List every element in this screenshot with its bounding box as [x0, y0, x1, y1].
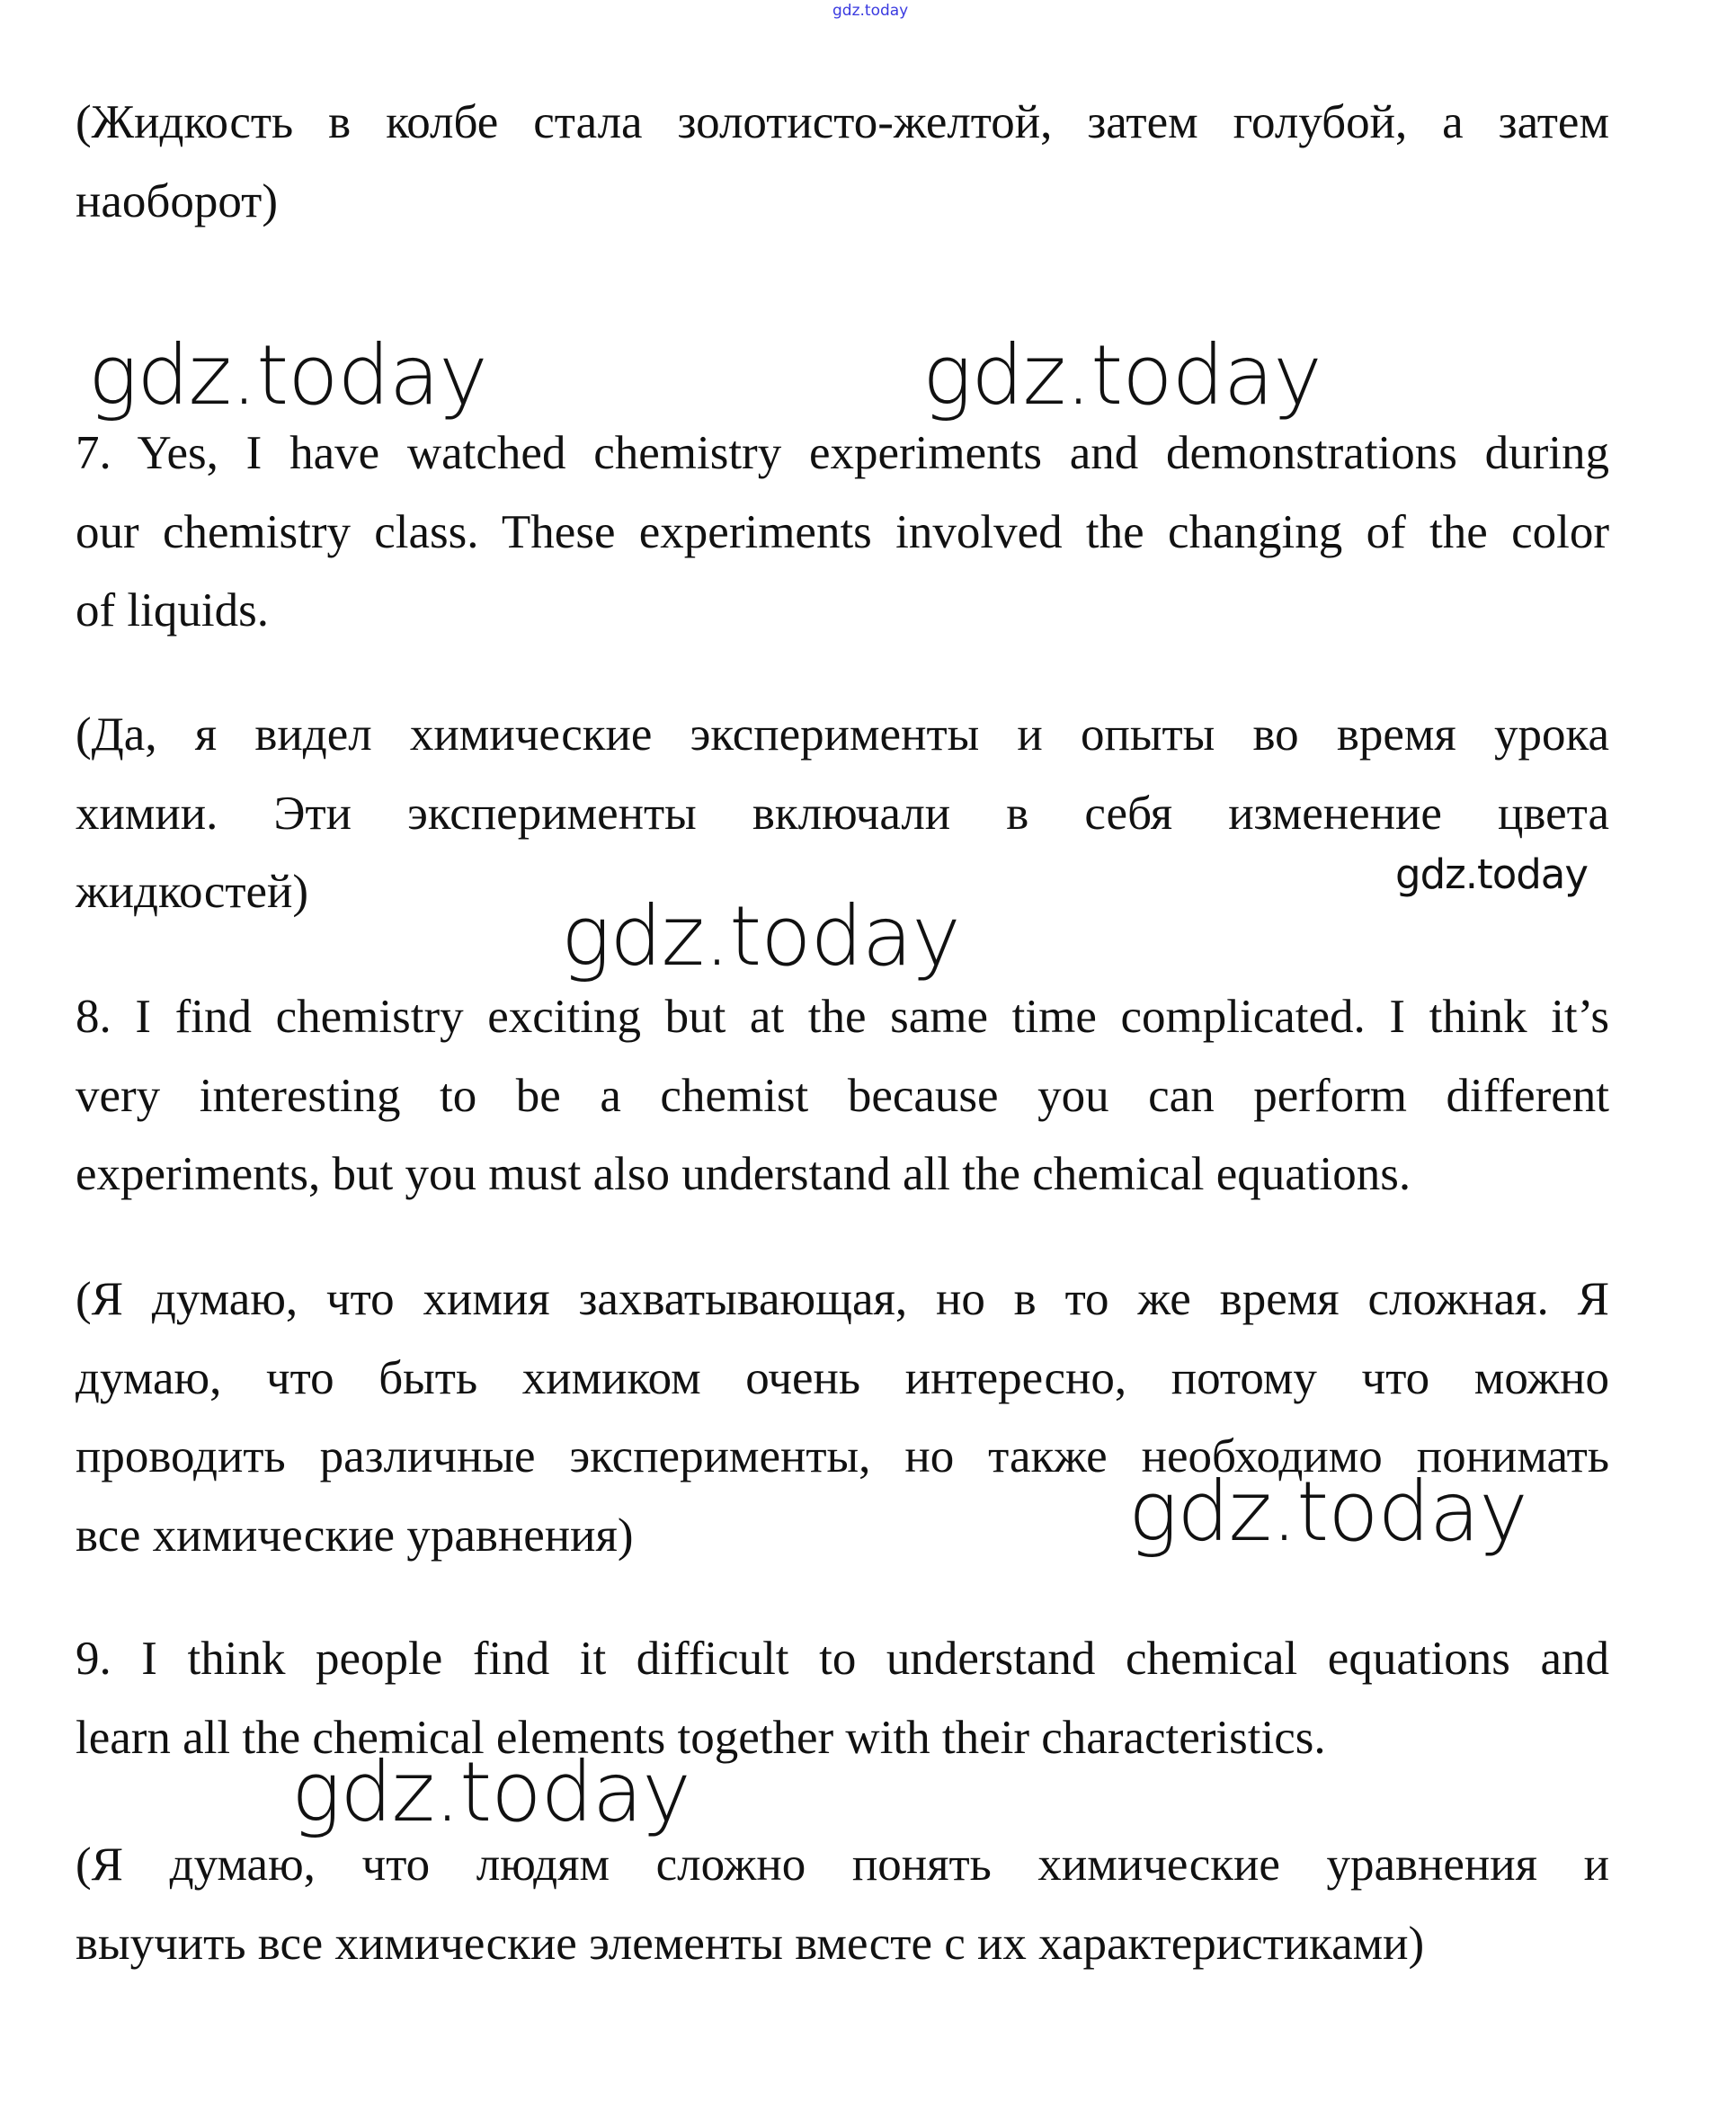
text-line: наоборот)	[76, 174, 278, 227]
text-line: проводить различные эксперименты, но также необходимо понимать	[76, 1430, 1609, 1483]
text-line: very interesting to be a chemist because you can perform different	[76, 1069, 1609, 1122]
text-line: 7. Yes, I have watched chemistry experiments and demonstrations during	[76, 427, 1609, 479]
watermark: gdz.today	[561, 888, 960, 984]
watermark: gdz.today	[291, 1744, 690, 1840]
text-line: (Я думаю, что людям сложно понять химические уравнения и	[76, 1838, 1609, 1891]
text-line: выучить все химические элементы вместе с их характеристиками)	[76, 1917, 1425, 1970]
text-line: learn all the chemical elements together with their characteristics.	[76, 1711, 1326, 1764]
text-line: думаю, что быть химиком очень интересно, потому что можно	[76, 1351, 1609, 1404]
text-line: химии. Эти эксперименты включали в себя изменение цвета	[76, 787, 1609, 840]
text-line: все химические уравнения)	[76, 1509, 634, 1562]
text-line: our chemistry class. These experiments involved the changing of the color	[76, 505, 1609, 558]
watermark: gdz.today	[88, 327, 487, 423]
text-line: (Я думаю, что химия захватывающая, но в то же время сложная. Я	[76, 1273, 1609, 1325]
text-line: of liquids.	[76, 584, 269, 637]
watermark: gdz.today	[1128, 1464, 1527, 1560]
text-line: experiments, but you must also understand all the chemical equations.	[76, 1148, 1411, 1201]
paragraph-1-translation	[76, 84, 1609, 241]
text-line: 9. I think people find it difficult to understand chemical equations and	[76, 1633, 1609, 1685]
answer-8	[76, 978, 1609, 1215]
text-line: 8. I find chemistry exciting but at the same time complicated. I think it’s	[76, 991, 1609, 1043]
text-line: (Да, я видел химические эксперименты и опыты во время урока	[76, 708, 1609, 761]
watermark: gdz.today	[1395, 850, 1589, 898]
watermark-top: gdz.today	[832, 2, 909, 20]
watermark: gdz.today	[922, 327, 1322, 423]
answer-7	[76, 414, 1609, 651]
text-line: жидкостей)	[76, 866, 309, 919]
text-line: (Жидкость в колбе стала золотисто-желтой, затем голубой, а затем	[76, 96, 1609, 148]
answer-9-translation	[76, 1826, 1609, 1983]
